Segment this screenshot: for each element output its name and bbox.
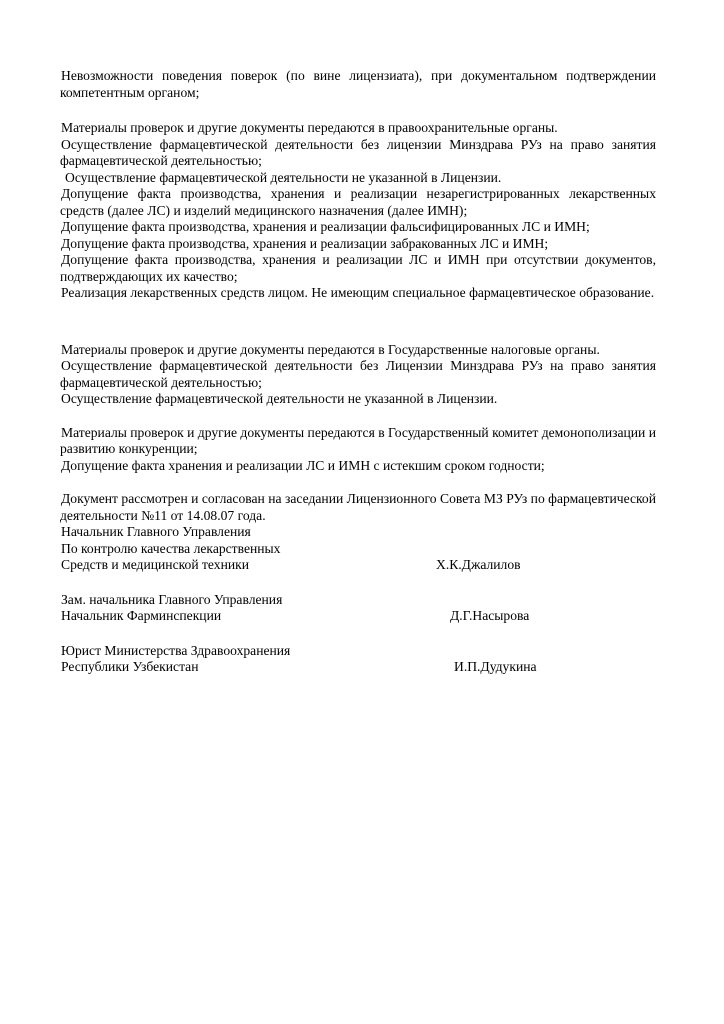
signature-title-line: Зам. начальника Главного Управления [61,591,283,607]
paragraph-impossibility: Невозможности поведения поверок (по вине лицензиата), при документальном подтверждении компетентным органом; [60,68,656,100]
approval-note: Документ рассмотрен и согласован на заседании Лицензионного Совета МЗ РУз по фармацевтической деятельности №11 от 14.08.07 года. [60,491,656,523]
section-law-item: Допущение факта производства, хранения и реализации ЛС и ИМН при отсутствии документов, подтверждающих их качество; [60,252,656,284]
section-law-heading: Материалы проверок и другие документы передаются в правоохранительные органы. [61,120,558,135]
section-competition-heading: Материалы проверок и другие документы передаются в Государственный комитет демонополизации и развитию конкуренции; [60,424,656,456]
spacer [60,302,656,342]
section-tax-item: Осуществление фармацевтической деятельности не указанной в Лицензии. [61,391,498,406]
section-tax-heading: Материалы проверок и другие документы передаются в Государственные налоговые органы. [61,341,600,357]
signature-title-line: Юрист Министерства Здравоохранения [61,642,291,658]
signature-row [60,608,580,625]
section-law-item: Допущение факта производства, хранения и реализации незарегистрированных лекарственных средств (далее ЛС) и изделий медицинского назначения (далее ИМН); [60,186,656,218]
signature-title-line: По контролю качества лекарственных [61,540,281,556]
section-competition-item: Допущение факта хранения и реализации ЛС и ИМН с истекшим сроком годности; [61,457,545,473]
signature-title-line: Начальник Главного Управления [61,524,251,539]
section-law-item: Реализация лекарственных средств лицом. Не имеющим специальное фармацевтическое образование. [61,285,655,300]
spacer [60,625,656,643]
signature-block [60,524,656,676]
section-law-item: Осуществление фармацевтической деятельности не указанной в Лицензии. [65,169,502,185]
document-body [60,68,656,676]
signature-title-line: Средств и медицинской техники [61,557,250,572]
signature-title-line: Начальник Фарминспекции [61,608,222,623]
signature-row [60,557,580,574]
signature-head-quality-control [60,524,656,574]
section-law-item: Допущение факта производства, хранения и реализации забракованных ЛС и ИМН; [61,235,549,251]
signatory-name: Д.Г.Насырова [450,608,530,623]
section-law-item: Допущение факта производства, хранения и реализации фальсифицированных ЛС и ИМН; [61,219,590,234]
spacer [60,101,656,120]
spacer [60,574,656,592]
signatory-name: Х.К.Джалилов [436,557,521,572]
spacer [60,408,656,425]
signatory-name: И.П.Дудукина [454,659,537,674]
signature-ministry-lawyer [60,643,656,676]
signature-title-line: Республики Узбекистан [61,659,199,674]
section-tax-item: Осуществление фармацевтической деятельности без Лицензии Минздрава РУз на право занятия фармацевтической деятельностью; [60,358,656,390]
signature-row [60,659,580,676]
section-law-item: Осуществление фармацевтической деятельности без лицензии Минздрава РУз на право занятия фармацевтической деятельностью; [60,136,656,168]
spacer [60,474,656,491]
signature-deputy-head [60,592,656,625]
